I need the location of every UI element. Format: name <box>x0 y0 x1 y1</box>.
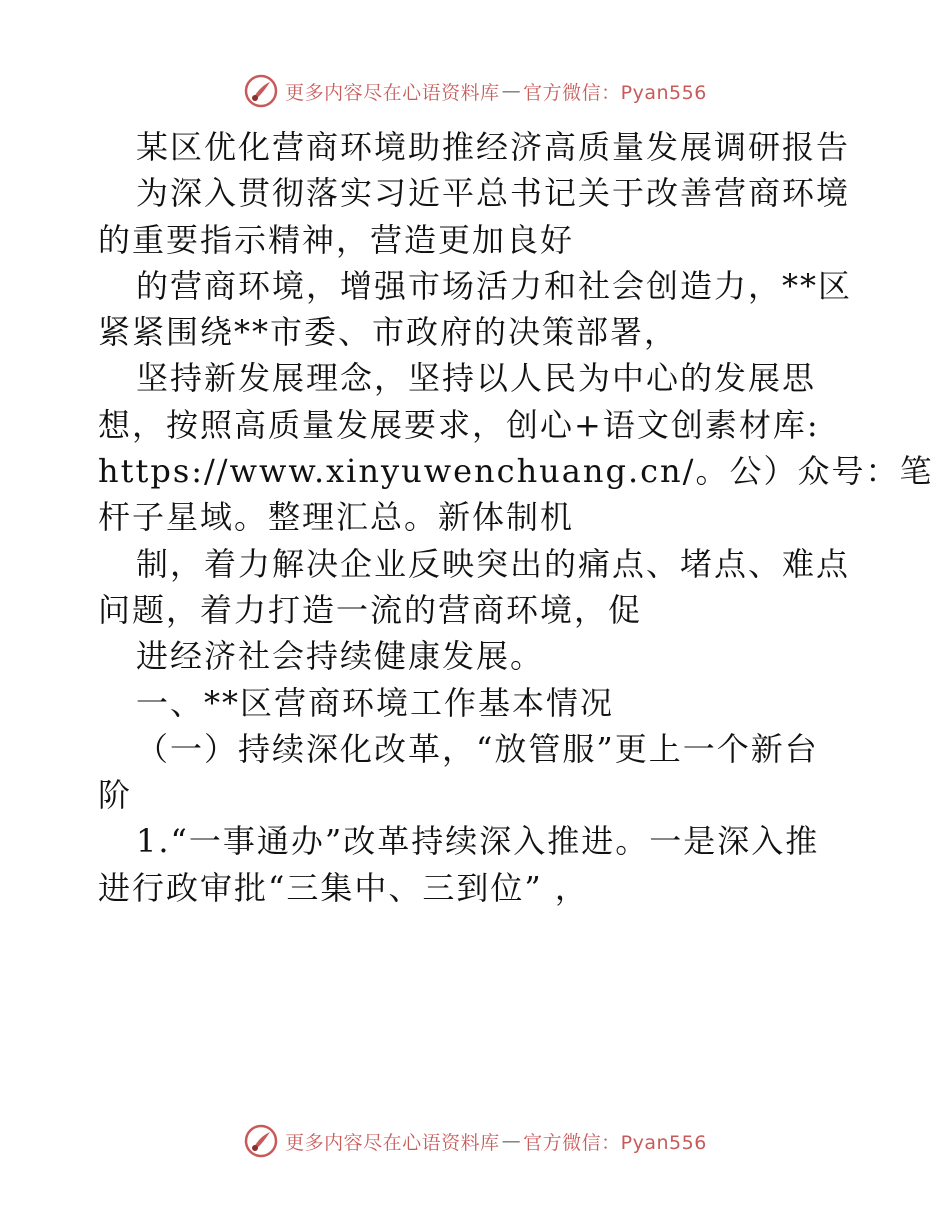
paragraph-line: 为深入贯彻落实习近平总书记关于改善营商环境 <box>136 174 851 213</box>
brush-logo-icon <box>243 73 279 109</box>
paragraph-line: 紧紧围绕**市委、市政府的决策部署， <box>98 313 679 352</box>
footer-banner-text: 更多内容尽在心语资料库 <box>285 1131 500 1154</box>
subsection-heading: （一）持续深化改革，“放管服”更上一个新台 <box>136 729 819 768</box>
document-body <box>98 124 934 911</box>
paragraph-line: 进经济社会持续健康发展。 <box>136 637 545 676</box>
header-banner-separator: — <box>501 80 522 102</box>
paragraph-line: 进行政审批“三集中、三到位” ， <box>98 868 589 907</box>
footer-banner-contact: 官方微信：Pyan556 <box>523 1131 707 1154</box>
header-banner-text: 更多内容尽在心语资料库 <box>285 81 500 104</box>
brush-logo-icon <box>243 1123 279 1159</box>
paragraph-line: 想，按照高质量发展要求，创心+语文创素材库: <box>98 405 820 444</box>
paragraph-line: 问题，着力打造一流的营商环境，促 <box>98 590 643 629</box>
paragraph-line: 制，着力解决企业反映突出的痛点、堵点、难点 <box>136 544 851 583</box>
header-banner-contact: 官方微信：Pyan556 <box>523 81 707 104</box>
paragraph-line: 1.“一事通办”改革持续深入推进。一是深入推 <box>136 822 820 861</box>
document-title: 某区优化营商环境助推经济高质量发展调研报告 <box>136 128 851 166</box>
header-banner[interactable] <box>0 71 950 111</box>
paragraph-line: 的营商环境，增强市场活力和社会创造力，**区 <box>136 266 853 305</box>
paragraph-line: 坚持新发展理念，坚持以人民为中心的发展思 <box>136 359 817 398</box>
subsection-heading-cont: 阶 <box>98 776 133 815</box>
section-heading: 一、**区营商环境工作基本情况 <box>136 683 615 722</box>
footer-banner-separator: — <box>501 1130 522 1152</box>
paragraph-line: 的重要指示精神，营造更加良好 <box>98 220 575 259</box>
paragraph-line-url: https://www.xinyuwenchuang.cn/。公）众号：笔 <box>98 452 934 491</box>
footer-banner[interactable] <box>0 1121 950 1161</box>
paragraph-line: 杆子星域。整理汇总。新体制机 <box>98 498 575 537</box>
